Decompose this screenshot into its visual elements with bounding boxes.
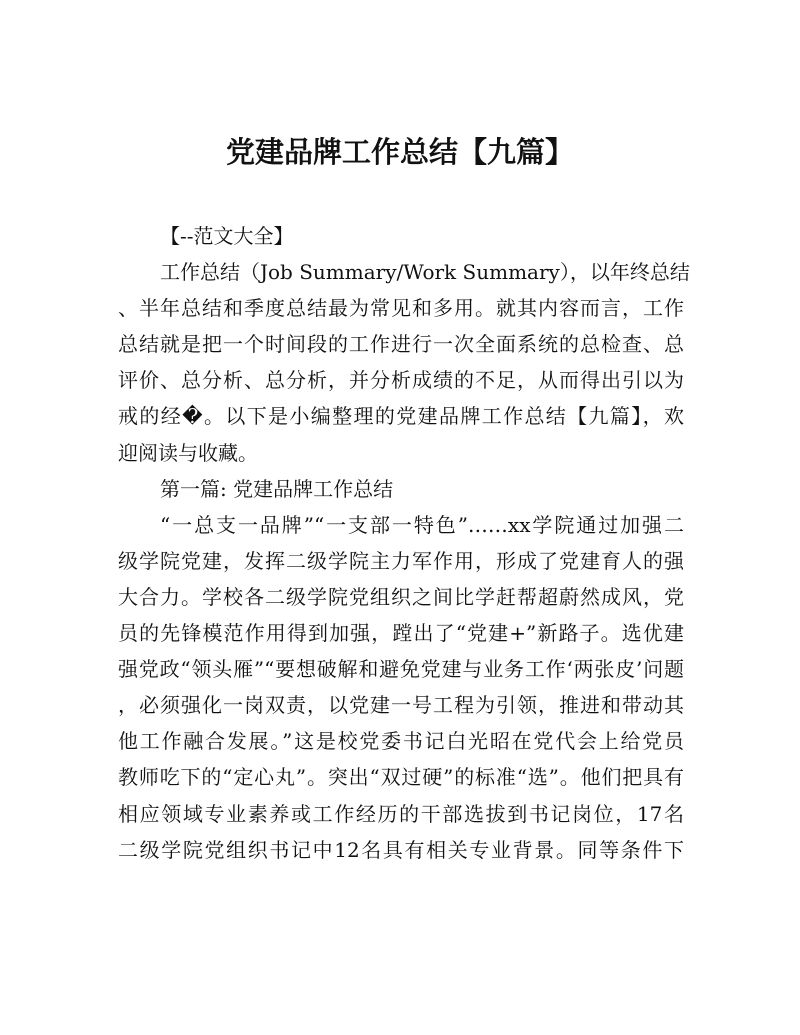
- source-tag-line: 【--范文大全】: [160, 224, 294, 248]
- paragraph-line: 总结就是把一个时间段的工作进行一次全面系统的总检查、总: [118, 332, 684, 357]
- paragraph-line: 级学院党建，发挥二级学院主力军作用，形成了党建育人的强: [118, 548, 684, 573]
- paragraph-line: “一总支一品牌”“一支部一特色”……xx学院通过加强二: [160, 512, 684, 537]
- paragraph-line: 教师吃下的“定心丸”。突出“双过硬”的标准“选”。他们把具有: [118, 765, 684, 790]
- paragraph-line: 二级学院党组织书记中12名具有相关专业背景。同等条件下: [118, 837, 684, 862]
- paragraph-line: 员的先锋模范作用得到加强，蹚出了“党建+”新路子。选优建: [118, 621, 684, 646]
- paragraph-line: 迎阅读与收藏。: [118, 440, 258, 465]
- paragraph-line: 评价、总分析、总分析，并分析成绩的不足，从而得出引以为: [118, 368, 684, 393]
- section-heading: 第一篇: 党建品牌工作总结: [160, 476, 394, 501]
- paragraph-line: 相应领域专业素养或工作经历的干部选拔到书记岗位，17名: [118, 801, 684, 826]
- paragraph-line: 强党政“领头雁”“要想破解和避免党建与业务工作‘两张皮’问题: [118, 657, 684, 682]
- paragraph-line: 他工作融合发展。”这是校党委书记白光昭在党代会上给党员: [118, 729, 684, 754]
- paragraph-line: 戒的经�。以下是小编整理的党建品牌工作总结【九篇】，欢: [118, 404, 684, 429]
- document-title: 党建品牌工作总结【九篇】: [225, 135, 574, 169]
- paragraph-line: 工作总结（Job Summary/Work Summary），以年终总结: [160, 260, 690, 285]
- document-body: [118, 218, 690, 868]
- paragraph-line: 大合力。学校各二级学院党组织之间比学赶帮超蔚然成风，党: [118, 584, 684, 609]
- paragraph-line: 、半年总结和季度总结最为常见和多用。就其内容而言，工作: [118, 296, 684, 321]
- paragraph-line: ，必须强化一岗双责，以党建一号工程为引领，推进和带动其: [118, 693, 684, 718]
